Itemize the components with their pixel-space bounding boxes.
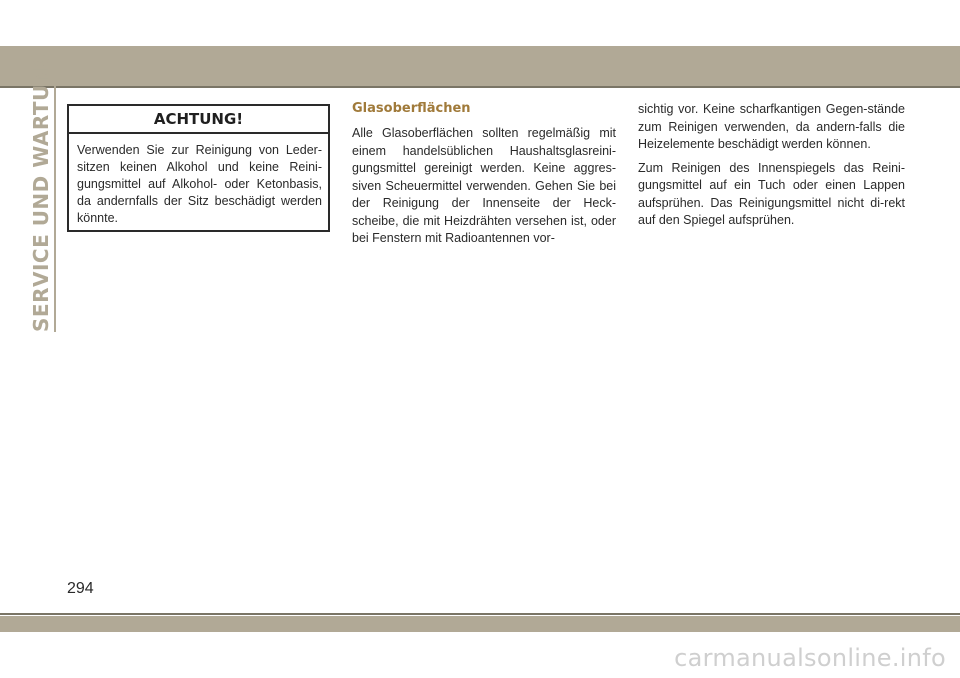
paragraph-mirror-cleaning: Zum Reinigen des Innenspiegels das Reini-gungsmittel auf ein Tuch oder einen Lappen aufsprühen. Das Reinigungsmittel nicht di-rekt auf den Spiegel aufsprühen. [638,160,905,227]
warning-box [67,104,330,232]
paragraph-glass-cleaning: Alle Glasoberflächen sollten regelmäßig mit einem handelsüblichen Haushaltsglasreini-gungsmittel gereinigt werden. Keine aggres-siven Scheuermittel verwenden. Gehen Sie bei der Reinigung der Innenseite der Heck-scheibe, die mit Heizdrähten versehen ist, oder bei Fenstern mit Radioantennen vor- [352,126,616,245]
header-rule [0,86,960,88]
text-column-middle [352,125,616,254]
section-side-title: SERVICE UND WARTUNG [29,50,56,332]
paragraph-glass-cleaning-continued: sichtig vor. Keine scharfkantigen Gegen-stände zum Reinigen verwenden, da andern-falls die Heizelemente beschädigt werden können. [638,102,905,151]
section-heading: Glasoberflächen [352,101,471,116]
warning-title: ACHTUNG! [69,106,328,134]
page-number: 294 [67,580,94,597]
header-band [0,46,960,86]
watermark-text: carmanualsonline.info [674,644,946,672]
footer-band [0,616,960,632]
text-column-right [638,101,905,236]
warning-text: Verwenden Sie zur Reinigung von Leder-sitzen keinen Alkohol und keine Reini-gungsmittel auf Alkohol- oder Ketonbasis, da andernfalls der Sitz beschädigt werden könnte. [77,143,322,225]
footer-rule [0,613,960,615]
